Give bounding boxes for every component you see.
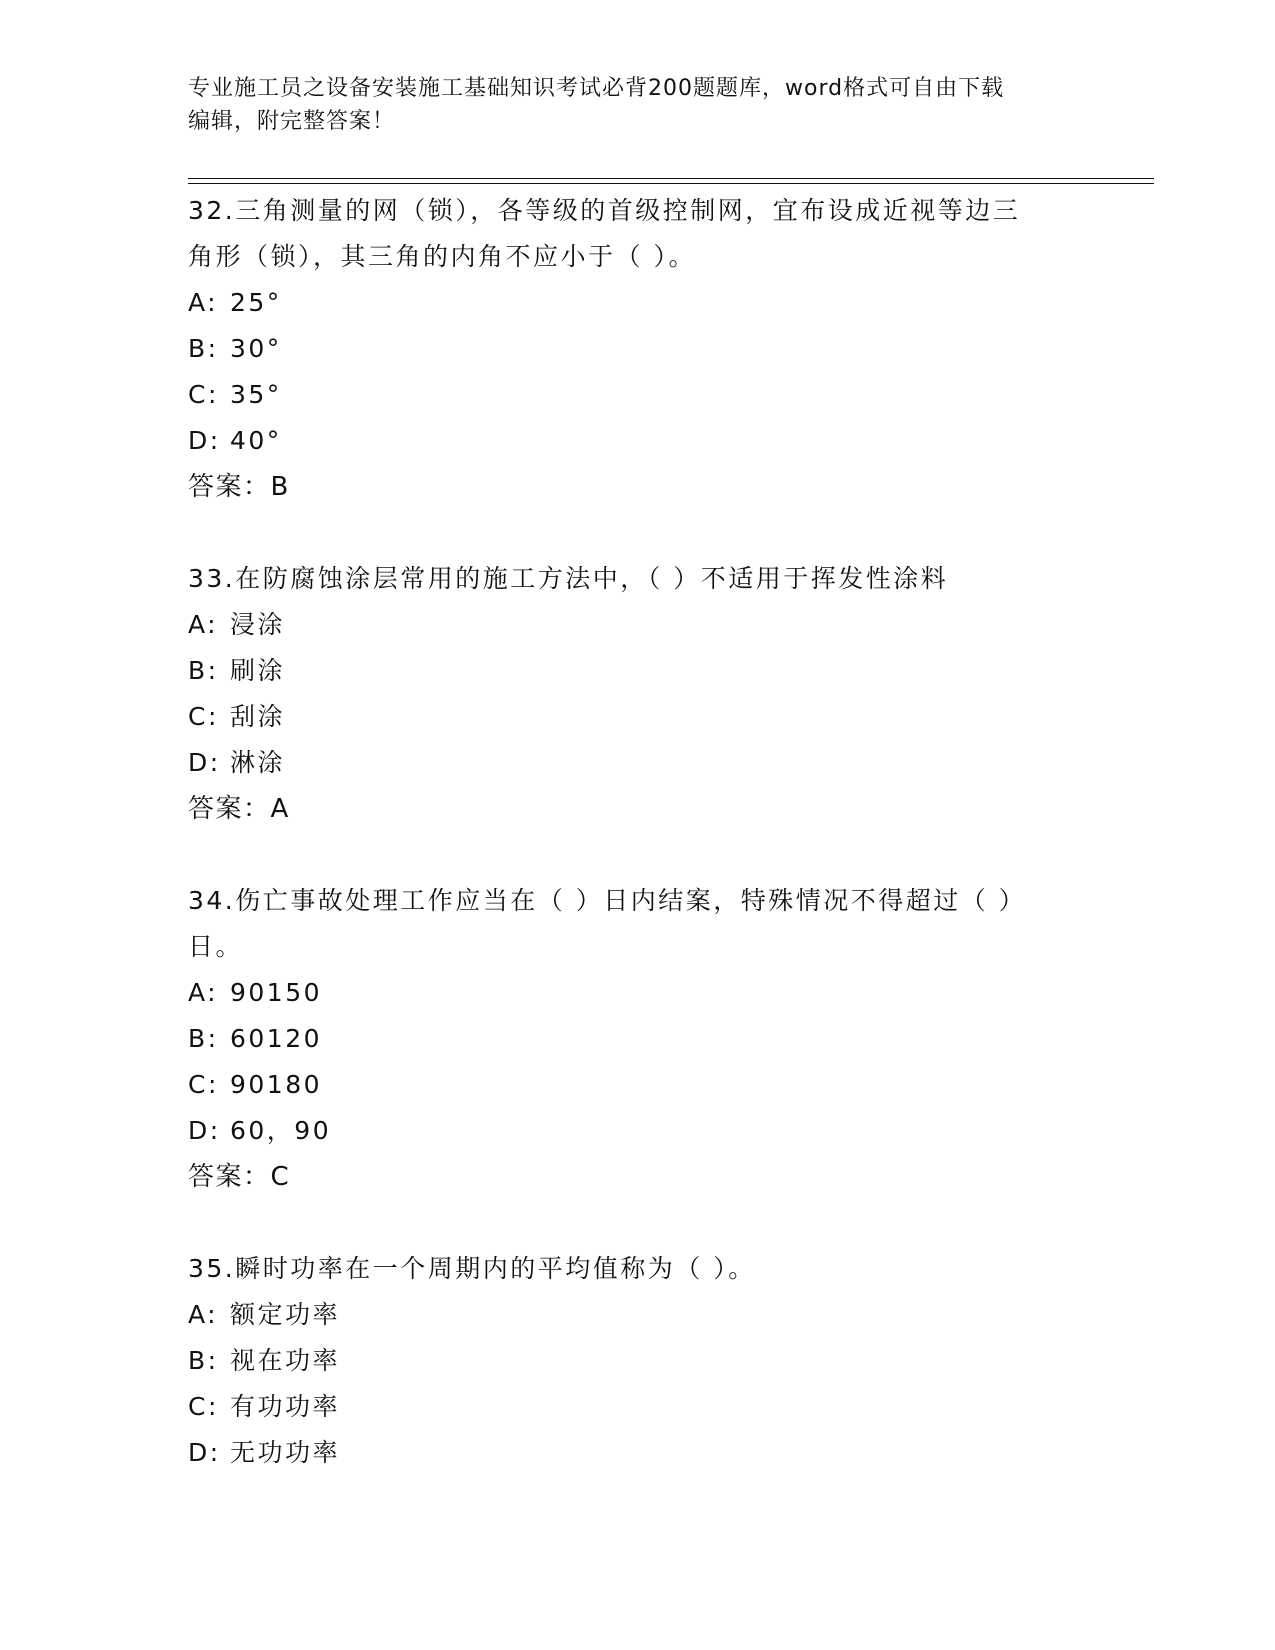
question-title-line: 角形（锁），其三角的内角不应小于（ ）。	[188, 242, 696, 271]
question-title-line: 32.三角测量的网（锁），各等级的首级控制网，宜布设成近视等边三	[188, 196, 1021, 225]
option-letter: D:	[188, 426, 221, 455]
question-title-line: 34.伤亡事故处理工作应当在（ ）日内结案，特殊情况不得超过（ ）	[188, 886, 1027, 915]
option-letter: D:	[188, 1116, 221, 1145]
answer-key: 答案：B	[188, 472, 290, 502]
question-list	[188, 188, 1088, 1476]
option-letter: A:	[188, 1300, 219, 1329]
option-text: 淋涂	[230, 748, 286, 777]
header-line-1: 专业施工员之设备安装施工基础知识考试必背200题题库，word格式可自由下载	[188, 76, 1005, 101]
option-text: 刮涂	[230, 702, 286, 731]
answer-option	[188, 1062, 1088, 1108]
header-divider-top	[188, 178, 1154, 179]
question-block	[188, 1246, 1088, 1476]
question-block	[188, 556, 1088, 832]
option-letter: C:	[188, 702, 219, 731]
option-text: 60120	[230, 1024, 323, 1053]
option-text: 刷涂	[230, 656, 286, 685]
answer-option	[188, 418, 1088, 464]
answer-option	[188, 326, 1088, 372]
option-text: 90180	[230, 1070, 323, 1099]
question-block	[188, 188, 1088, 510]
option-letter: C:	[188, 380, 219, 409]
option-letter: A:	[188, 610, 219, 639]
option-letter: D:	[188, 1438, 221, 1467]
answer-option	[188, 740, 1088, 786]
option-letter: B:	[188, 1024, 219, 1053]
question-spacer	[188, 832, 1088, 878]
option-text: 有功功率	[230, 1392, 341, 1421]
answer-option	[188, 1108, 1088, 1154]
option-letter: D:	[188, 748, 221, 777]
option-letter: B:	[188, 656, 219, 685]
option-text: 90150	[230, 978, 323, 1007]
question-block	[188, 878, 1088, 1200]
option-letter: C:	[188, 1070, 219, 1099]
option-text: 视在功率	[230, 1346, 341, 1375]
answer-option	[188, 970, 1088, 1016]
option-letter: B:	[188, 1346, 219, 1375]
option-text: 浸涂	[230, 610, 286, 639]
header-line-2: 编辑，附完整答案！	[188, 109, 396, 134]
answer-option	[188, 694, 1088, 740]
answer-option	[188, 1384, 1088, 1430]
question-spacer	[188, 510, 1088, 556]
option-letter: A:	[188, 288, 219, 317]
option-text: 40°	[230, 426, 282, 455]
answer-option	[188, 280, 1088, 326]
answer-option	[188, 602, 1088, 648]
option-text: 无功功率	[230, 1438, 341, 1467]
answer-option	[188, 648, 1088, 694]
option-letter: C:	[188, 1392, 219, 1421]
question-title-line: 33.在防腐蚀涂层常用的施工方法中，（ ）不适用于挥发性涂料	[188, 564, 949, 593]
option-letter: B:	[188, 334, 219, 363]
answer-option	[188, 1430, 1088, 1476]
answer-option	[188, 1016, 1088, 1062]
answer-option	[188, 1338, 1088, 1384]
option-text: 60，90	[230, 1116, 332, 1145]
question-title-line: 35.瞬时功率在一个周期内的平均值称为（ ）。	[188, 1254, 756, 1283]
document-header	[188, 72, 1088, 138]
answer-option	[188, 372, 1088, 418]
option-text: 35°	[230, 380, 282, 409]
header-divider-bottom	[188, 183, 1154, 184]
answer-option	[188, 1292, 1088, 1338]
answer-key: 答案：A	[188, 794, 290, 824]
option-text: 25°	[230, 288, 282, 317]
question-title-line: 日。	[188, 932, 244, 961]
option-letter: A:	[188, 978, 219, 1007]
answer-key: 答案：C	[188, 1162, 291, 1192]
question-spacer	[188, 1200, 1088, 1246]
option-text: 额定功率	[230, 1300, 341, 1329]
option-text: 30°	[230, 334, 282, 363]
